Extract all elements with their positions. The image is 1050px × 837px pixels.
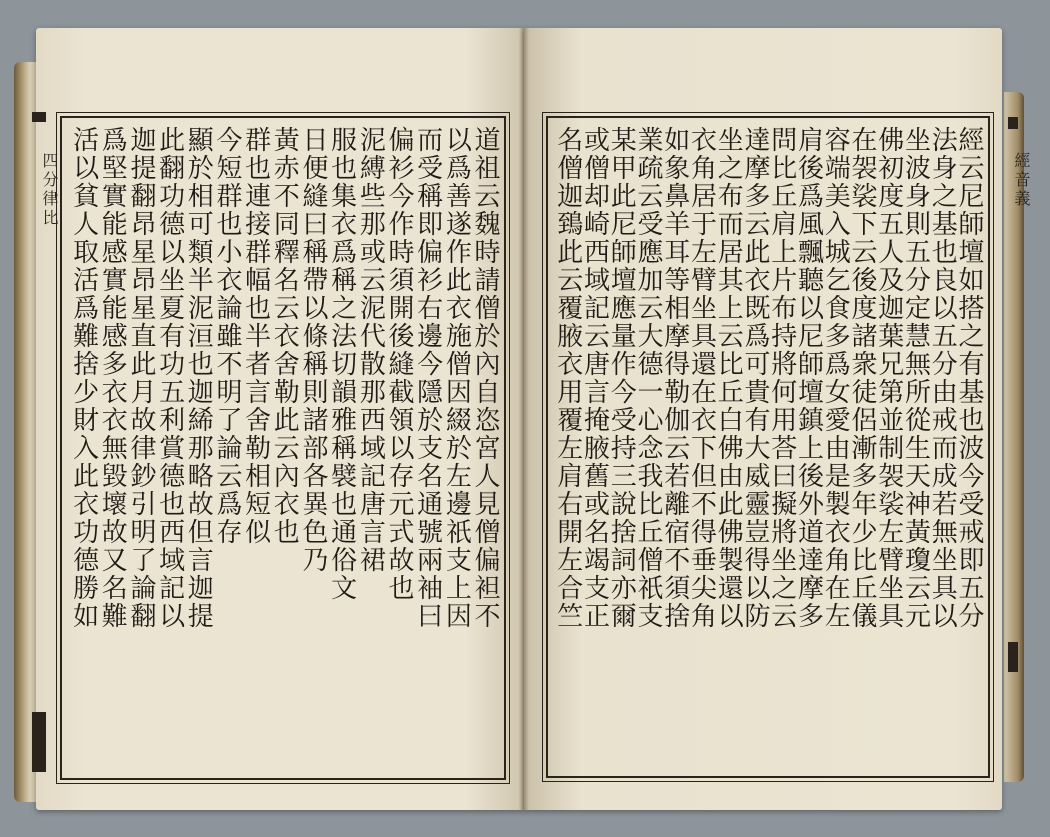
left-page-column: 爲堅實能感實能感多衣衣無毀壞故又名難: [97, 126, 128, 630]
left-page-column: 以爲善遂作此衣施僧因綴於左邊祇支上因: [441, 126, 472, 630]
margin-block-top-right: [1008, 117, 1018, 129]
right-page-column: 容端美入城乞食多爲女愛由是製衣角在左: [820, 126, 851, 630]
book-gutter: [519, 28, 529, 810]
left-page-column: 道祖云魏時請僧於內自恣宮人見僧偏袒不: [470, 126, 500, 630]
right-page-column: 或僧却崎西域記云唐言掩腋舊或名竭支正: [579, 126, 610, 630]
left-page-column: 顯於相可類半泥洹也迦絺那略故但言迦提: [183, 126, 214, 630]
right-margin-label: 經音義: [1012, 152, 1031, 209]
right-columns: [554, 126, 982, 768]
left-page-column: 活以貧人取活爲難捨少財入此衣功德勝如: [68, 126, 99, 630]
left-margin-label: 四分律比: [40, 152, 59, 228]
right-page-column: 衣角居于左臂坐具還在衣下但不得垂尖角: [686, 126, 717, 630]
left-page-column: 群也連接群幅也半者言舍勒相短似: [240, 126, 271, 546]
left-page-column: 而受稱即偏衫右邊今隱於支名通號兩袖曰: [412, 126, 443, 630]
right-page-column: 佛初度五人及迦葉兄第並制袈裟左臂坐具: [873, 126, 904, 630]
right-page-column: 經云尼師壇如搭之有基也波今受戒即五分: [954, 126, 984, 630]
margin-block-bottom-right: [1008, 642, 1018, 672]
left-page-column: 迦提翻昂星昂星直此月故律鈔引明了論翻: [125, 126, 156, 630]
left-page-column: 日便縫曰稱帶以條稱則諸部各異色乃: [297, 126, 328, 574]
left-page-column: 泥縛些那或云泥代散那西域記唐言裙: [355, 126, 386, 574]
right-page-column: 肩後爲風飄聽以尼師壇鎮上後外道達摩多: [793, 126, 824, 630]
left-page-column: 今短群也小衣論雖不明了論云爲存: [211, 126, 242, 546]
open-book: [14, 22, 1031, 812]
right-page-column: 問比丘肩上片布持將何用荅曰擬將坐之云: [766, 126, 797, 630]
left-columns: [68, 126, 498, 770]
left-page-column: 此翻功德以坐夏有功五利賞德也西域記以: [154, 126, 185, 630]
right-page-column: 某甲此尼師壇應量作今受持三說捨詞亦爾: [606, 126, 637, 630]
left-text-frame: [60, 116, 506, 780]
margin-block-top-left: [32, 112, 46, 122]
margin-block-bottom-left: [32, 712, 46, 772]
right-page-column: 坐波身則五分定慧無所從生天神黃瓊云元: [900, 126, 931, 630]
right-page-column: 在袈裟下云後度諸衆徒侶漸多年少比丘儀: [847, 126, 877, 630]
right-text-frame: [546, 116, 990, 778]
right-page-column: 如象鼻羊耳等相摩得勒伽云若離宿不須捨: [659, 126, 690, 630]
right-page-column: 達摩多云此衣既爲可貴有大威靈豈得以防: [740, 126, 770, 630]
right-page-column: 坐之布而居其上云比丘白佛由此佛製還以: [713, 126, 744, 630]
right-page-column: 法身之基也良以五分由戒而成若無坐具以: [927, 126, 958, 630]
right-page-column: 名僧迦鵄此云覆腋衣用覆左肩右開左合竺: [552, 126, 583, 630]
right-page-column: 業疏云受應加云大德一心念我比丘僧祇支: [633, 126, 663, 630]
left-page-column: 黃赤不同釋名云衣舍勒此云內衣也: [269, 126, 300, 546]
left-page-column: 偏衫今作時須開後縫截領以存元式故也: [383, 126, 414, 602]
left-page-column: 服也集衣爲稱之法切韻雅稱襞也通俗文: [326, 126, 357, 602]
